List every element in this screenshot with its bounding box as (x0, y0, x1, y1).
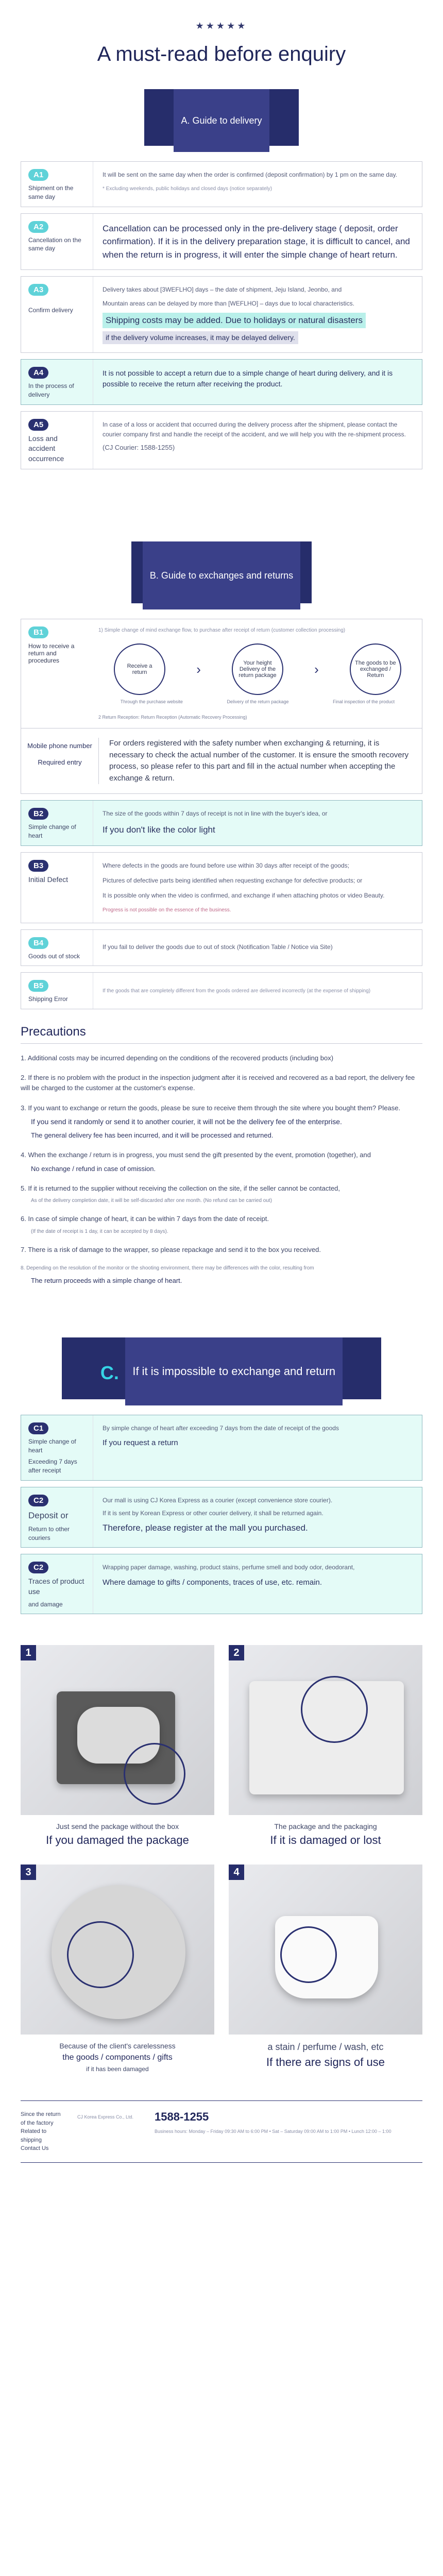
text-b2-2: If you don't like the color light (103, 824, 215, 835)
banner-impossible-title: If it is impossible to exchange and return (125, 1337, 343, 1405)
row-c2 (21, 1487, 422, 1548)
precaution-4-sub: No exchange / refund in case of omission. (31, 1164, 156, 1173)
page-title: A must-read before enquiry (97, 43, 346, 65)
text-b3-2: Pictures of defective parts being identified when requesting exchange for defective products; or (103, 877, 363, 885)
text-c2-2: If it is sent by Korean Express or other courier delivery, it shall be returned again. (103, 1510, 323, 1517)
footer-line-4: shipping (21, 2137, 42, 2143)
text-a3-2: Mountain areas can be delayed by more than [WEFLHO] – days due to local characteristics. (103, 300, 354, 308)
text-c1-1: By simple change of heart after exceeding 7 days from the date of receipt of the goods (103, 1424, 339, 1432)
required-label: Required entry (38, 758, 82, 766)
courier-name: CJ Korea Express Co., Ltd. (77, 2114, 134, 2120)
courier-phone[interactable]: 1588-1255 (155, 2110, 209, 2124)
text-a5-2: (CJ Courier: 1588-1255) (103, 443, 175, 451)
badge-c3: C2 (28, 1562, 48, 1573)
precaution-1 (21, 1053, 422, 1063)
text-c3-2: Where damage to gifts / components, traces of use, etc. remain. (103, 1578, 322, 1587)
label-a4: In the process of delivery (28, 382, 74, 398)
text-a1-1: It will be sent on the same day when the order is confirmed (deposit confirmation) by 1 pm on the same day. (103, 171, 398, 178)
diagram-note: 2 Return Reception: Return Reception (Automatic Recovery Processing) (98, 715, 247, 720)
label-c2: Deposit or (28, 1511, 69, 1521)
photo-2 (229, 1645, 422, 1815)
row-b3 (21, 852, 422, 923)
badge-b3: B3 (28, 860, 48, 872)
label-c3-2: and damage (28, 1600, 63, 1608)
exchange-section (21, 619, 422, 1009)
precaution-4 (21, 1150, 422, 1174)
precaution-2 (21, 1073, 422, 1093)
label-a1: Shipment on the same day (28, 184, 74, 200)
badge-a5: A5 (28, 419, 48, 431)
banner-impossible (62, 1337, 381, 1399)
banner-delivery (144, 89, 299, 146)
photo-2-headline: If it is damaged or lost (270, 1834, 381, 1847)
diagram-title: 1) Simple change of mind exchange flow, to purchase after receipt of return (customer collection processing) (98, 628, 346, 634)
flow-step-3: The goods to be exchanged / Return (350, 643, 401, 695)
precaution-6-sub: (If the date of receipt is 1 day, it can be accepted by 8 days). (31, 1228, 168, 1234)
photo-3-subcaption: if it has been damaged (86, 2065, 149, 2073)
photo-1-headline: If you damaged the package (46, 1834, 189, 1847)
precaution-2-text: 2. If there is no problem with the product in the inspection judgment after it is received and recovered as a bad report, the delivery fee will be charged to the customer at the customer's expense. (21, 1074, 415, 1092)
precaution-7 (21, 1245, 422, 1255)
label-a3: Confirm delivery (28, 307, 73, 314)
badge-a3: A3 (28, 284, 48, 296)
badge-b4: B4 (28, 937, 48, 949)
row-b4 (21, 929, 422, 967)
precaution-5-text: 5. If it is returned to the supplier without receiving the collection on the site, if the seller cannot be contacted, (21, 1184, 340, 1192)
delivery-section (21, 161, 422, 469)
photo-card-3 (21, 1865, 214, 2090)
arrow-right-icon: › (196, 661, 201, 677)
photo-4-headline: If there are signs of use (266, 2056, 385, 2069)
photo-card-4 (229, 1865, 422, 2090)
badge-a4: A4 (28, 367, 48, 379)
photo-card-1 (21, 1645, 214, 1865)
text-a1-2: * Excluding weekends, public holidays and closed days (notice separately) (103, 186, 272, 192)
label-b4: Goods out of stock (28, 952, 80, 960)
contact-footer (21, 2100, 422, 2163)
photo-4-caption: a stain / perfume / wash, etc (267, 2042, 384, 2053)
text-c1-2: If you request a return (103, 1438, 178, 1448)
c-letter-icon: C. (100, 1362, 119, 1383)
footer-line-1: Since the return (21, 2111, 61, 2118)
label-b3: Initial Defect (28, 875, 69, 884)
phone-requirement (21, 728, 422, 793)
photo-2-caption: The package and the packaging (274, 1822, 377, 1831)
row-a4 (21, 359, 422, 405)
damage-photos (21, 1645, 422, 2090)
banner-exchanges (131, 541, 312, 603)
label-b5: Shipping Error (28, 995, 68, 1003)
business-hours: Business hours: Monday – Friday 09:30 AM to 6:00 PM • Sat – Saturday 09:00 AM to 1:00 PM • Lunch 12:00 – 1:00 (155, 2129, 391, 2134)
return-flow-diagram (93, 619, 422, 728)
badge-a1: A1 (28, 169, 48, 181)
label-c1-2: Exceeding 7 days after receipt (28, 1458, 77, 1475)
badge-a2: A2 (28, 221, 48, 233)
precaution-8 (21, 1264, 422, 1286)
label-c3: Traces of product use (28, 1577, 84, 1596)
footer-line-2: of the factory (21, 2120, 54, 2126)
label-c2-2: Return to other couriers (28, 1525, 70, 1541)
footer-line-5: Contact Us (21, 2145, 49, 2152)
text-b5-1: If the goods that are completely different from the goods ordered are delivered incorrectly (at the expense of shipping) (103, 988, 371, 994)
text-b4-1: If you fail to deliver the goods due to out of stock (Notification Table / Notice via Site) (103, 943, 333, 951)
row-b2 (21, 800, 422, 846)
flow-note-2: Delivery of the return package (227, 699, 289, 705)
row-b5 (21, 972, 422, 1009)
precaution-8-text: 8. Depending on the resolution of the monitor or the shooting environment, there may be differences with the color, resulting from (21, 1265, 314, 1272)
text-a2-1: Cancellation can be processed only in the pre-delivery stage ( deposit, order confirmation). If it is in the delivery preparation stage, it is difficult to cancel, and when the return is in progress, it will enter the simple change of heart return. (103, 223, 410, 260)
banner-exchanges-title: B. Guide to exchanges and returns (143, 541, 300, 609)
precaution-7-text: 7. There is a risk of damage to the wrapper, so please repackage and send it to the box you received. (21, 1246, 321, 1254)
flow-note-1: Through the purchase website (120, 699, 183, 705)
label-b1: How to receive a return and procedures (28, 642, 75, 665)
precaution-6-text: 6. In case of simple change of heart, it can be within 7 days from the date of receipt. (21, 1215, 269, 1223)
row-c1 (21, 1415, 422, 1481)
text-b3-1: Where defects in the goods are found before use within 30 days after receipt of the goods; (103, 861, 349, 869)
label-b2: Simple change of heart (28, 823, 76, 840)
precaution-3 (21, 1103, 422, 1141)
photo-number-4: 4 (229, 1865, 244, 1880)
row-a2 (21, 213, 422, 270)
precaution-5 (21, 1183, 422, 1205)
photo-number-3: 3 (21, 1865, 36, 1880)
text-c3-1: Wrapping paper damage, washing, product stains, perfume smell and body odor, deodorant, (103, 1564, 355, 1571)
row-a5 (21, 411, 422, 470)
photo-card-2 (229, 1645, 422, 1865)
rating-stars: ★★★★★ (195, 21, 248, 31)
label-a2: Cancellation on the same day (28, 236, 81, 252)
footer-line-3: Related to (21, 2128, 47, 2135)
photo-4 (229, 1865, 422, 2035)
text-a5-1: In case of a loss or accident that occurred during the delivery process after the shipment, please contact the courier company first and handle the receipt of the accident, and we will help you with the re-shipment process. (103, 420, 406, 438)
arrow-right-icon: › (314, 661, 319, 677)
text-b3-4: Progress is not possible on the essence of the business. (103, 907, 231, 913)
precaution-4-text: 4. When the exchange / return is in progress, you must send the gift presented by the event, promotion (together), and (21, 1151, 371, 1159)
row-a1 (21, 161, 422, 207)
badge-b1: B1 (28, 626, 48, 638)
precaution-3-sub: If you send it randomly or send it to another courier, it will not be the delivery fee of the enterprise. (31, 1117, 342, 1126)
row-c3 (21, 1554, 422, 1614)
precaution-3-text: 3. If you want to exchange or return the goods, please be sure to receive them through the site where you bought them? Please. (21, 1104, 401, 1112)
badge-b5: B5 (28, 980, 48, 992)
photo-3 (21, 1865, 214, 2035)
banner-delivery-title: A. Guide to delivery (174, 89, 269, 152)
text-a3-3: Shipping costs may be added. Due to holidays or natural disasters (103, 313, 366, 328)
text-a3-1: Delivery takes about [3WEFLHO] days – the date of shipment, Jeju Island, Jeonbo, and (103, 286, 342, 294)
photo-number-2: 2 (229, 1645, 244, 1660)
phone-label: Mobile phone number (27, 742, 92, 750)
badge-c2: C2 (28, 1495, 48, 1506)
label-a5: Loss and accident occurrence (28, 434, 64, 463)
flow-note-3: Final inspection of the product (333, 699, 395, 705)
impossible-section (21, 1415, 422, 1615)
badge-c1: C1 (28, 1422, 48, 1434)
label-c1: Simple change of heart (28, 1437, 76, 1454)
photo-3-headline: the goods / components / gifts (62, 2053, 173, 2062)
text-a3-4: if the delivery volume increases, it may be delayed delivery. (103, 331, 298, 344)
text-c2-3: Therefore, please register at the mall you purchased. (103, 1523, 308, 1533)
photo-1-caption: Just send the package without the box (56, 1822, 179, 1831)
text-c2-1: Our mall is using CJ Korea Express as a courier (except convenience store courier). (103, 1497, 333, 1504)
text-a4-1: It is not possible to accept a return due to a simple change of heart during delivery, and it is possible to receive the return after receiving the product. (103, 368, 393, 388)
row-a3 (21, 276, 422, 353)
text-b2-1: The size of the goods within 7 days of receipt is not in line with the buyer's idea, or (103, 810, 328, 818)
precaution-5-sub: As of the delivery completion date, it will be self-discarded after one month. (No refund can be carried out) (31, 1197, 272, 1204)
row-b1 (21, 619, 422, 794)
flow-step-1: Receive a return (114, 643, 165, 695)
badge-b2: B2 (28, 808, 48, 820)
photo-number-1: 1 (21, 1645, 36, 1660)
text-b3-3: It is possible only when the video is confirmed, and exchange if when attaching photos or video Beauty. (103, 892, 385, 900)
precaution-8-sub: The return proceeds with a simple change of heart. (31, 1276, 182, 1284)
precaution-6 (21, 1214, 422, 1235)
precautions-section (21, 1025, 422, 1286)
phone-text: For orders registered with the safety number when exchanging & returning, it is necessary to check the actual number of the customer. It is ensure the smooth recovery process, so please refer to this part and fill in the actual number when accepting the exchange & return. (98, 738, 422, 784)
precautions-title: Precautions (21, 1025, 422, 1044)
photo-3-caption: Because of the client's carelessness (59, 2042, 176, 2050)
precaution-1-text: 1. Additional costs may be incurred depending on the conditions of the recovered products (including box) (21, 1054, 334, 1062)
photo-1 (21, 1645, 214, 1815)
flow-step-2: Your height Delivery of the return package (232, 643, 283, 695)
precaution-3-sub2: The general delivery fee has been incurred, and it will be processed and returned. (31, 1131, 274, 1140)
